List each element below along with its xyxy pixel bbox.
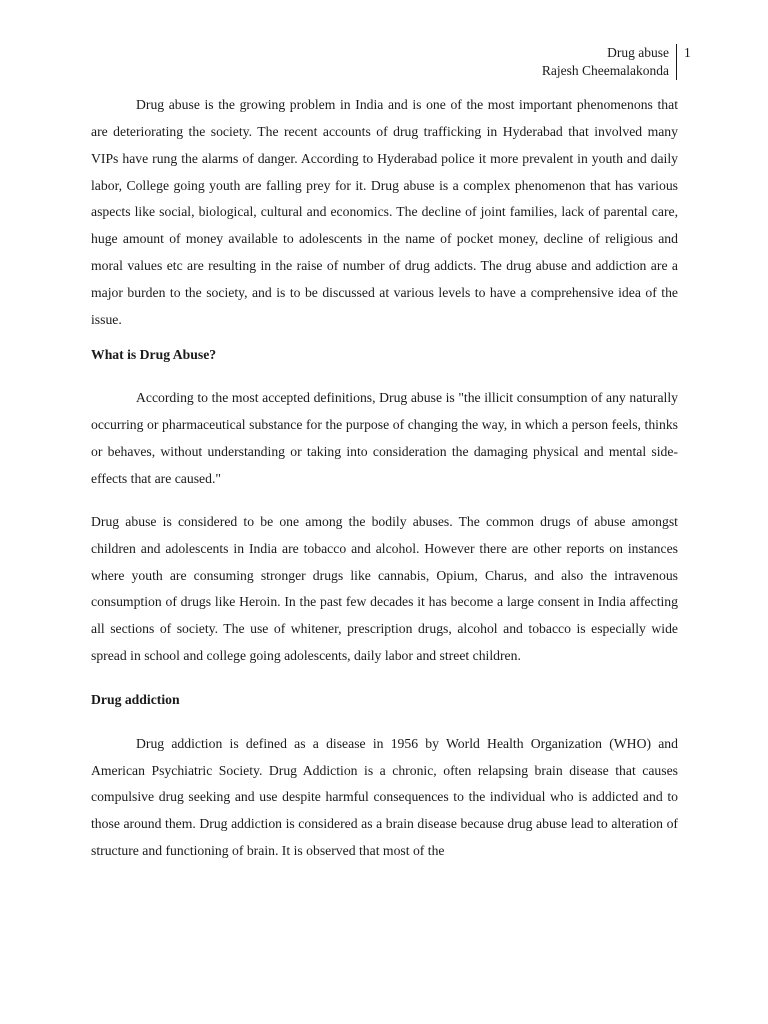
definition-paragraph: According to the most accepted definitions, Drug abuse is "the illicit consumption of any naturally occurring or pharmaceutical substance for the purpose of changing the way, in which a person feels, thinks or behaves, without understanding or taking into consideration the damaging physical and mental side-effects that are caused." [91, 390, 678, 486]
intro-paragraph: Drug abuse is the growing problem in India and is one of the most important phenomenons that are deteriorating the society. The recent accounts of drug trafficking in Hyderabad that involved many VIPs have rung the alarms of danger. According to Hyderabad police it more prevalent in youth and daily labor, College going youth are falling prey for it. Drug abuse is a complex phenomenon that has various aspects like social, biological, cultural and economics. The decline of joint families, lack of parental care, huge amount of money available to adolescents in the name of pocket money, decline of religious and moral values etc are resulting in the raise of number of drug addicts. The drug abuse and addiction are a major burden to the society, and is to be discussed at various levels to have a comprehensive idea of the issue. [91, 97, 678, 327]
header-author: Rajesh Cheemalakonda [541, 63, 669, 78]
page-header [542, 44, 694, 80]
header-text-block [542, 44, 676, 80]
section-heading-drug-addiction: Drug addiction [91, 691, 180, 707]
bodily-abuse-paragraph: Drug abuse is considered to be one among the bodily abuses. The common drugs of abuse amongst children and adolescents in India are tobacco and alcohol. However there are other reports on instances where youth are consuming stronger drugs like cannabis, Opium, Charus, and also the intravenous consumption of drugs like Heroin. In the past few decades it has become a large consent in India affecting all sections of society. The use of whitener, prescription drugs, alcohol and tobacco is especially wide spread in school and college going adolescents, daily labor and street children. [91, 513, 678, 664]
header-title: Drug abuse [607, 45, 669, 60]
page-number: 1 [684, 45, 691, 60]
section-heading-what-is-drug-abuse: What is Drug Abuse? [91, 346, 217, 362]
document-body [91, 92, 678, 865]
addiction-paragraph: Drug addiction is defined as a disease in 1956 by World Health Organization (WHO) and American Psychiatric Society. Drug Addiction is a chronic, often relapsing brain disease that causes compulsive drug seeking and use despite harmful consequences to the individual who is addicted and to those around them. Drug addiction is considered as a brain disease because drug abuse lead to alteration of structure and functioning of brain. It is observed that most of the [91, 735, 678, 859]
